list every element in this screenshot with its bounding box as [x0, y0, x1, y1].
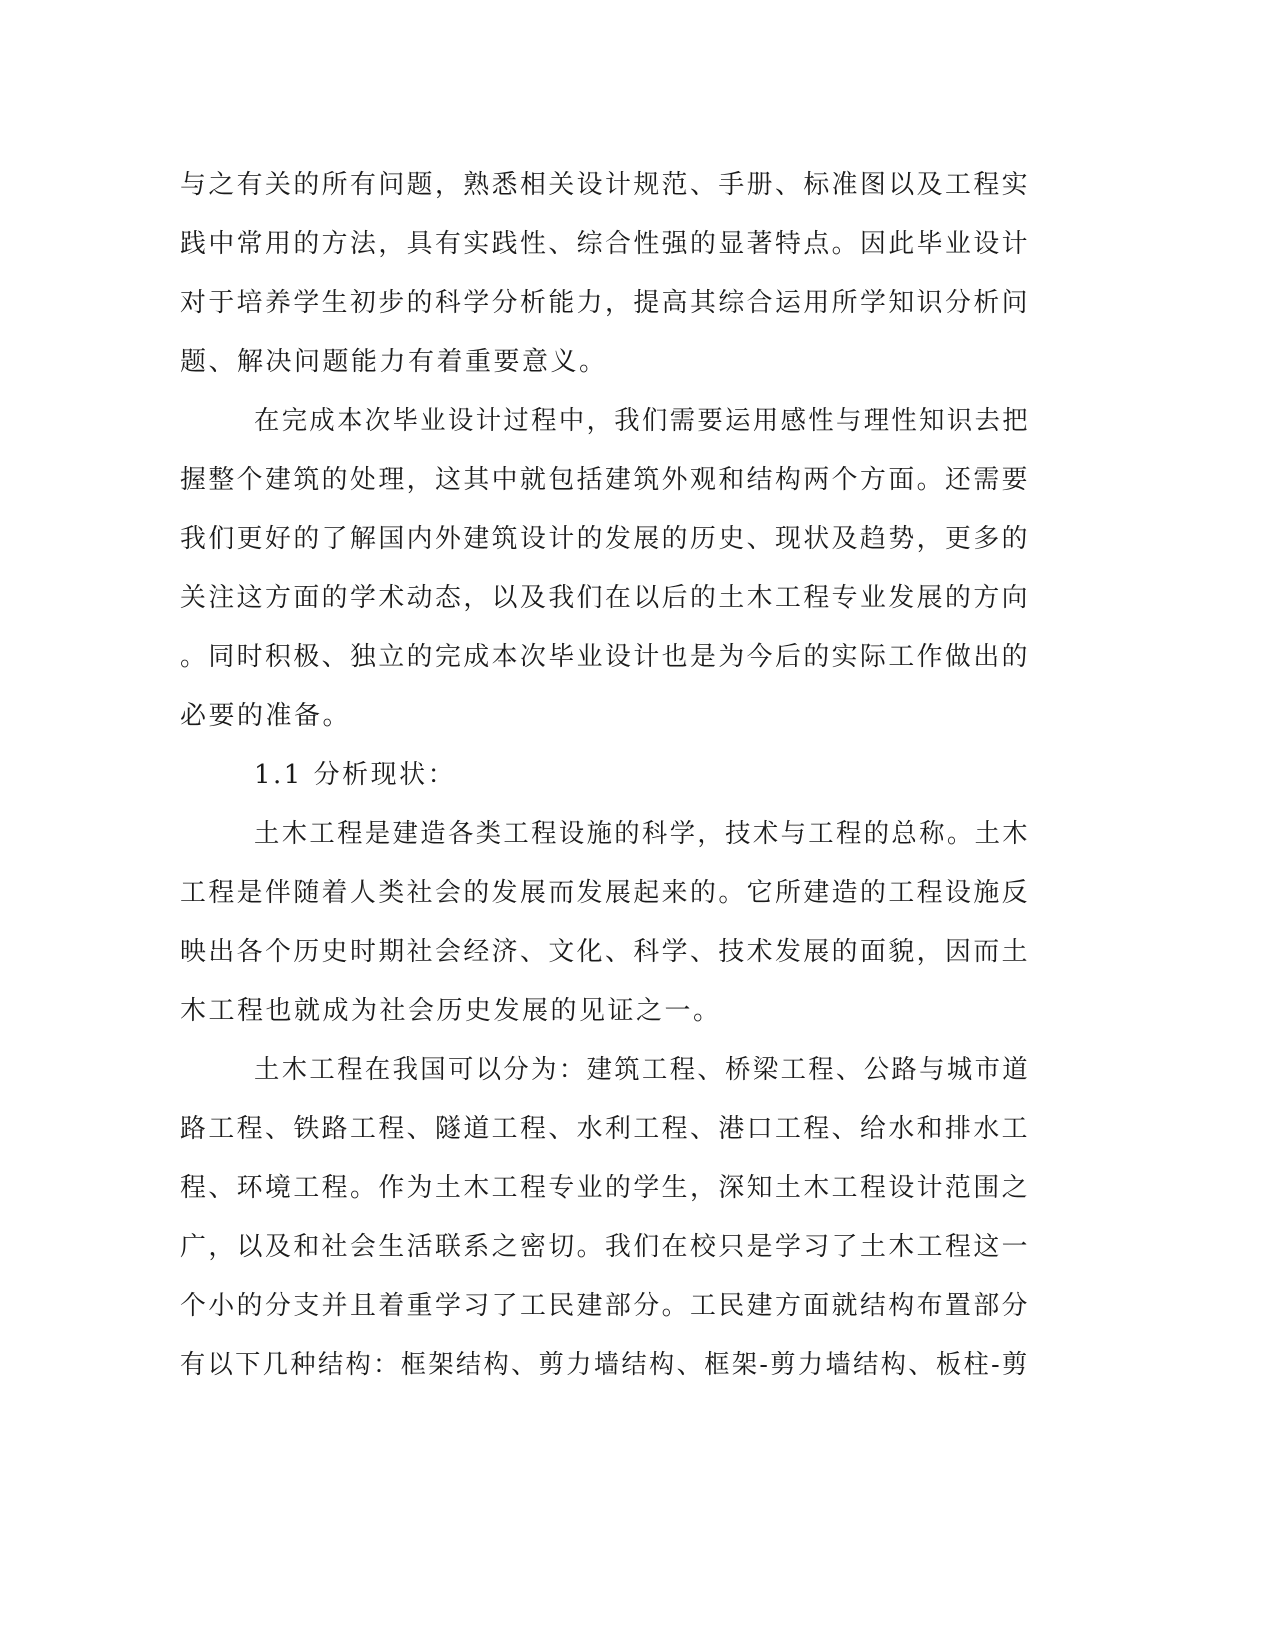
text-line: 对于培养学生初步的科学分析能力，提高其综合运用所学知识分析问 [180, 288, 1031, 318]
text-line: 握整个建筑的处理，这其中就包括建筑外观和结构两个方面。还需要 [180, 465, 1031, 495]
text-line: 个小的分支并且着重学习了工民建部分。工民建方面就结构布置部分 [180, 1291, 1031, 1321]
section-heading: 1.1 分析现状： [254, 760, 457, 790]
text-line: 土木工程在我国可以分为：建筑工程、桥梁工程、公路与城市道 [254, 1055, 1031, 1085]
text-line: 路工程、铁路工程、隧道工程、水利工程、港口工程、给水和排水工 [180, 1114, 1031, 1144]
text-line: 我们更好的了解国内外建筑设计的发展的历史、现状及趋势，更多的 [180, 524, 1031, 554]
text-line: 木工程也就成为社会历史发展的见证之一。 [180, 996, 722, 1026]
text-line: 程、环境工程。作为土木工程专业的学生，深知土木工程设计范围之 [180, 1173, 1031, 1203]
text-line: 。同时积极、独立的完成本次毕业设计也是为今后的实际工作做出的 [180, 642, 1031, 672]
text-line: 映出各个历史时期社会经济、文化、科学、技术发展的面貌，因而土 [180, 937, 1031, 967]
text-line: 土木工程是建造各类工程设施的科学，技术与工程的总称。土木 [254, 819, 1031, 849]
text-line: 在完成本次毕业设计过程中，我们需要运用感性与理性知识去把 [254, 406, 1031, 436]
text-line: 践中常用的方法，具有实践性、综合性强的显著特点。因此毕业设计 [180, 229, 1031, 259]
text-line: 与之有关的所有问题，熟悉相关设计规范、手册、标准图以及工程实 [180, 170, 1031, 200]
text-line: 有以下几种结构：框架结构、剪力墙结构、框架-剪力墙结构、板柱-剪 [180, 1350, 1030, 1380]
text-line: 工程是伴随着人类社会的发展而发展起来的。它所建造的工程设施反 [180, 878, 1031, 908]
text-line: 必要的准备。 [180, 701, 352, 731]
text-line: 关注这方面的学术动态，以及我们在以后的土木工程专业发展的方向 [180, 583, 1031, 613]
text-line: 题、解决问题能力有着重要意义。 [180, 347, 608, 377]
text-line: 广，以及和社会生活联系之密切。我们在校只是学习了土木工程这一 [180, 1232, 1031, 1262]
